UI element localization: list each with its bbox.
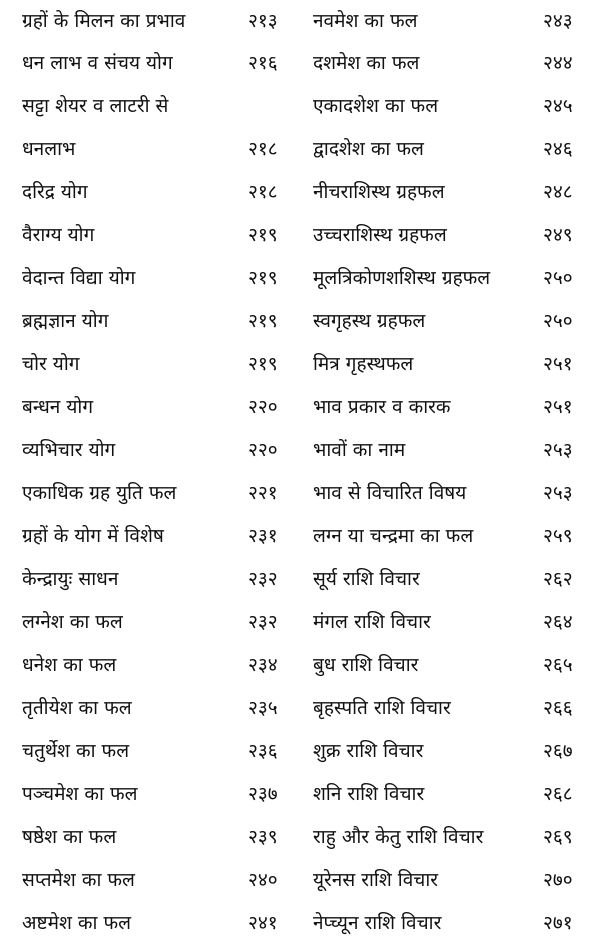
left-entry-page: २३७ <box>248 783 278 805</box>
toc-row <box>0 429 600 471</box>
left-entry-title: अष्टमेश का फल <box>22 912 132 934</box>
left-entry-page: २१३ <box>248 10 278 32</box>
right-entry-title: मित्र गृहस्थफल <box>313 353 414 375</box>
right-entry-title: राहु और केतु राशि विचार <box>313 826 484 848</box>
toc-row <box>0 128 600 170</box>
left-entry-title: केन्द्रायुः साधन <box>22 568 119 590</box>
left-entry-page: २३५ <box>248 697 278 719</box>
toc-row <box>0 257 600 299</box>
left-entry-title: धनेश का फल <box>22 654 117 676</box>
left-entry-page: २३१ <box>248 525 278 547</box>
left-entry-page: २१९ <box>248 224 278 246</box>
right-entry-page: २६९ <box>543 826 573 848</box>
toc-row <box>0 214 600 256</box>
left-entry-title: धन लाभ व संचय योग <box>22 52 173 74</box>
left-entry-page: २३२ <box>248 568 278 590</box>
left-entry-title: पञ्चमेश का फल <box>22 783 138 805</box>
left-entry-page: २३२ <box>248 611 278 633</box>
right-entry-page: २४४ <box>543 52 573 74</box>
right-entry-title: शुक्र राशि विचार <box>313 740 424 762</box>
right-entry-title: नीचराशिस्थ ग्रहफल <box>313 181 445 203</box>
right-entry-page: २४९ <box>543 224 573 246</box>
toc-row <box>0 343 600 385</box>
right-entry-title: उच्चराशिस्थ ग्रहफल <box>313 224 447 246</box>
right-entry-title: सूर्य राशि विचार <box>313 568 420 590</box>
right-entry-title: एकादशेश का फल <box>313 95 439 117</box>
right-entry-page: २६२ <box>543 568 573 590</box>
right-entry-page: २४५ <box>543 95 573 117</box>
left-entry-title: चतुर्थेश का फल <box>22 740 130 762</box>
right-entry-page: २६४ <box>543 611 573 633</box>
left-entry-page: २१९ <box>248 310 278 332</box>
right-entry-page: २६७ <box>543 740 573 762</box>
left-entry-title: धनलाभ <box>22 138 76 160</box>
right-entry-title: मंगल राशि विचार <box>313 611 431 633</box>
right-entry-title: द्वादशेश का फल <box>313 138 424 160</box>
toc-row <box>0 859 600 901</box>
left-entry-page: २४० <box>248 869 278 891</box>
right-entry-title: भाव प्रकार व कारक <box>313 396 451 418</box>
toc-row <box>0 515 600 557</box>
toc-row <box>0 42 600 84</box>
right-entry-title: शनि राशि विचार <box>313 783 425 805</box>
right-entry-title: मूलत्रिकोणशशिस्थ ग्रहफल <box>313 267 491 289</box>
right-entry-page: २५१ <box>543 396 573 418</box>
right-entry-page: २६८ <box>543 783 573 805</box>
right-entry-title: दशमेश का फल <box>313 52 420 74</box>
toc-row <box>0 85 600 127</box>
right-entry-title: नवमेश का फल <box>313 10 418 32</box>
right-entry-title: भावों का नाम <box>313 439 406 461</box>
toc-row <box>0 386 600 428</box>
left-entry-page: २४१ <box>248 912 278 934</box>
right-entry-page: २४३ <box>543 10 573 32</box>
left-entry-title: सप्तमेश का फल <box>22 869 135 891</box>
right-entry-page: २५० <box>543 310 573 332</box>
right-entry-page: २५३ <box>543 482 573 504</box>
left-entry-title: वेदान्त विद्या योग <box>22 267 136 289</box>
right-entry-page: २५३ <box>543 439 573 461</box>
left-entry-page: २१८ <box>248 181 278 203</box>
left-entry-page: २१९ <box>248 267 278 289</box>
left-entry-title: वैराग्य योग <box>22 224 95 246</box>
left-entry-page: २३६ <box>248 740 278 762</box>
right-entry-page: २७१ <box>543 912 573 934</box>
toc-row <box>0 730 600 772</box>
right-entry-title: नेप्च्यून राशि विचार <box>313 912 442 934</box>
toc-row <box>0 687 600 729</box>
left-entry-page <box>248 85 304 127</box>
right-entry-title: स्वगृहस्थ ग्रहफल <box>313 310 426 332</box>
left-entry-title: सट्टा शेयर व लाटरी से <box>22 95 169 117</box>
left-entry-page: २१९ <box>248 353 278 375</box>
toc-row <box>0 773 600 815</box>
right-entry-page: २७० <box>543 869 573 891</box>
right-entry-page: २६५ <box>543 654 573 676</box>
left-entry-title: ग्रहों के योग में विशेष <box>22 525 164 547</box>
left-entry-title: बन्धन योग <box>22 396 94 418</box>
toc-row <box>0 644 600 686</box>
toc-row <box>0 171 600 213</box>
left-entry-page: २२० <box>248 396 278 418</box>
left-entry-page: २२१ <box>248 482 278 504</box>
left-entry-title: दरिद्र योग <box>22 181 88 203</box>
right-entry-page: २५१ <box>543 353 573 375</box>
left-entry-title: ब्रह्मज्ञान योग <box>22 310 109 332</box>
right-entry-title: भाव से विचारित विषय <box>313 482 467 504</box>
left-entry-title: व्यभिचार योग <box>22 439 116 461</box>
right-entry-title: बुध राशि विचार <box>313 654 419 676</box>
left-entry-title: ग्रहों के मिलन का प्रभाव <box>22 10 186 32</box>
right-entry-title: यूरेनस राशि विचार <box>313 869 439 891</box>
left-entry-title: चोर योग <box>22 353 80 375</box>
toc-row <box>0 816 600 858</box>
right-entry-page: २५० <box>543 267 573 289</box>
left-entry-page: २३४ <box>248 654 278 676</box>
left-entry-page: २२० <box>248 439 278 461</box>
left-entry-page: २१६ <box>248 52 278 74</box>
left-entry-page: २३९ <box>248 826 278 848</box>
left-entry-title: तृतीयेश का फल <box>22 697 132 719</box>
toc-row <box>0 472 600 514</box>
left-entry-title: एकाधिक ग्रह युति फल <box>22 482 177 504</box>
right-entry-page: २५९ <box>543 525 573 547</box>
right-entry-page: २६६ <box>543 697 573 719</box>
right-entry-page: २४६ <box>543 138 573 160</box>
right-entry-title: बृहस्पति राशि विचार <box>313 697 451 719</box>
toc-row <box>0 0 600 42</box>
toc-row <box>0 902 600 944</box>
left-entry-title: लग्नेश का फल <box>22 611 123 633</box>
toc-row <box>0 601 600 643</box>
left-entry-page: २१८ <box>248 138 278 160</box>
toc-row <box>0 300 600 342</box>
right-entry-page: २४८ <box>543 181 573 203</box>
left-entry-title: षष्ठेश का फल <box>22 826 117 848</box>
right-entry-title: लग्न या चन्द्रमा का फल <box>313 525 474 547</box>
toc-row <box>0 558 600 600</box>
